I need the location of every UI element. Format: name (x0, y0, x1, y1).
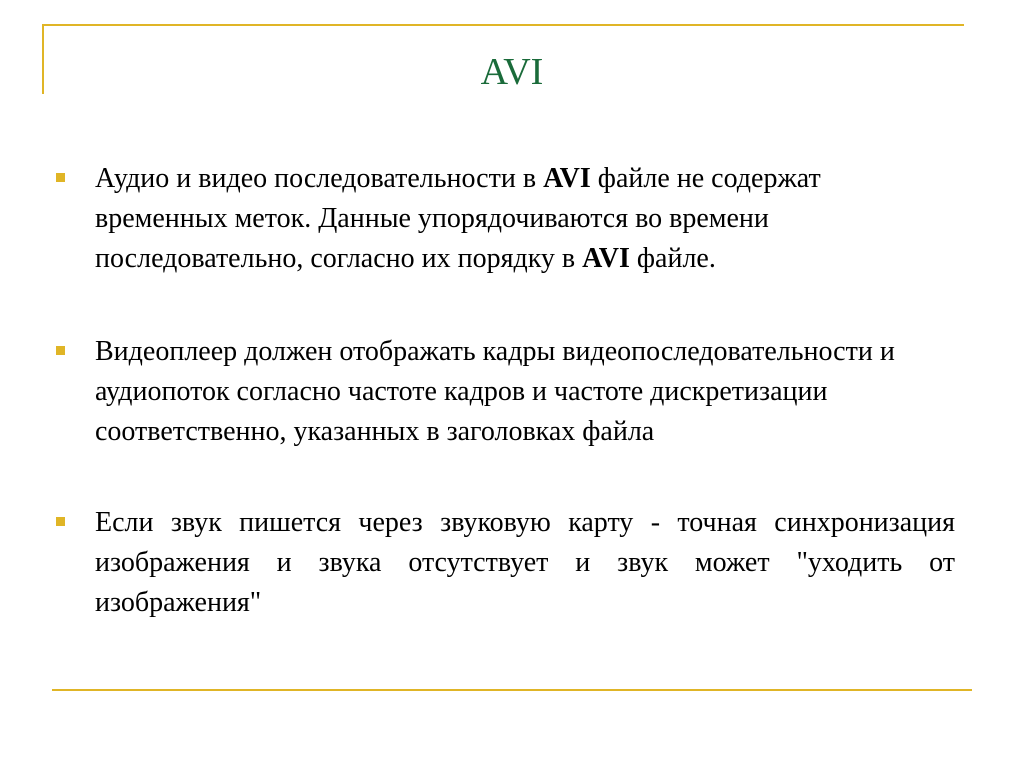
bullet-item-3 (95, 503, 955, 623)
bullet-1-text-part-2: файле не содержат временных меток. Данные упорядочиваются во времени последовательно, согласно их порядку в (95, 163, 821, 274)
bullet-1-bold-avi-2: AVI (582, 243, 630, 274)
slide-title: AVI (480, 51, 544, 93)
bullet-2-text: Видеоплеер должен отображать кадры видеопоследовательности и аудиопоток согласно частоте кадров и частоте дискретизации соответственно, указанных в заголовках файла (95, 336, 895, 447)
bullet-item-1 (95, 159, 955, 279)
frame-bottom-line (52, 689, 972, 691)
bullet-1-text-part-3: файле. (629, 243, 716, 274)
square-bullet-icon (56, 346, 65, 355)
square-bullet-icon (56, 173, 65, 182)
bullet-1-text-part-1: Аудио и видео последовательности в (95, 163, 544, 194)
square-bullet-icon (56, 517, 65, 526)
bullet-3-text: Если звук пишется через звуковую карту - точная синхронизация изображения и звука отсутствует и звук может "уходить от изображения" (95, 507, 955, 618)
bullet-1-bold-avi-1: AVI (543, 163, 591, 194)
bullet-item-2 (95, 332, 955, 452)
